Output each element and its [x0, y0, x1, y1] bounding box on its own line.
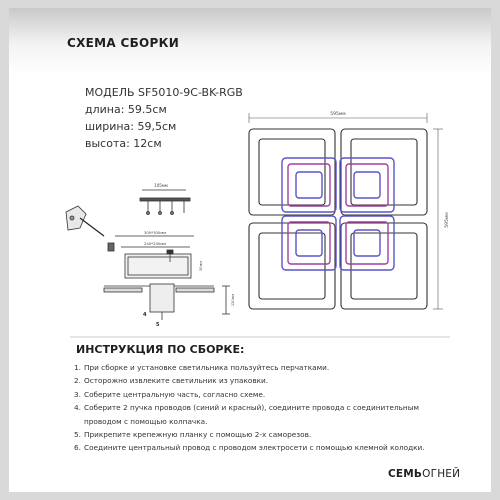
spec-width: ширина: 59,5см [85, 120, 177, 133]
instructions-heading: ИНСТРУКЦИЯ ПО СБОРКЕ: [76, 343, 245, 356]
brand-light: ОГНЕЙ [422, 468, 461, 480]
step-text: Соедините центральный провод с проводом электросети с помощью клемной колодки. [84, 443, 425, 453]
plate-dim-label-2: 240*240мм [143, 241, 167, 246]
spec-height: высота: 12см [85, 137, 162, 150]
page-title: СХЕМА СБОРКИ [67, 36, 180, 50]
list-item [74, 428, 474, 441]
rgb-inner-frames [282, 158, 394, 270]
step-text: Осторожно извлеките светильник из упаковки. [84, 376, 269, 386]
lamp-side-view [104, 284, 230, 320]
step-number: 5. [74, 430, 81, 440]
step-text: Соберите 2 пучка проводов (синий и красный), соедините провода с соединительным [84, 403, 419, 413]
list-item [74, 441, 474, 454]
instructions-list [74, 361, 474, 455]
step-number [74, 415, 84, 428]
spec-model: МОДЕЛЬ SF5010-9C-BK-RGB [85, 86, 243, 99]
step-number: 6. [74, 443, 81, 453]
list-item [74, 401, 474, 414]
brand-bold: СЕМЬ [388, 468, 423, 480]
step-number: 3. [74, 389, 81, 399]
step-text: проводом с помощью колпачка. [84, 416, 208, 426]
dim-side-label: 595мм [445, 212, 450, 228]
step-number: 1. [74, 363, 81, 372]
step-text: Прикрепите крепежную планку с помощью 2-х саморезов. [84, 430, 312, 440]
list-item [74, 388, 474, 401]
dim-top-label: 595мм [330, 112, 346, 117]
hand-icon [66, 206, 104, 236]
spec-length: длина: 59.5см [85, 103, 167, 116]
total-height-label: 120мм [231, 293, 235, 307]
step-number: 4. [74, 403, 81, 413]
brand-logo [388, 468, 460, 480]
list-item [74, 415, 474, 428]
step-text: Соберите центральную часть, согласно схеме. [84, 389, 266, 399]
step-text: При сборке и установке светильника пользуйтесь перчатками. [84, 363, 330, 372]
list-item [74, 374, 474, 387]
top-view [249, 129, 427, 309]
plate-height-label: 30мм [199, 261, 203, 271]
callout-5: 5 [156, 322, 160, 328]
plate-dim-label: 300*300мм [143, 230, 167, 235]
bar-dim-label: 105мм [154, 183, 168, 188]
list-item [74, 361, 474, 374]
dimension-lines [249, 113, 443, 309]
step-number: 2. [74, 376, 81, 386]
callout-4: 4 [143, 312, 147, 318]
mounting-bar-detail [140, 190, 190, 215]
